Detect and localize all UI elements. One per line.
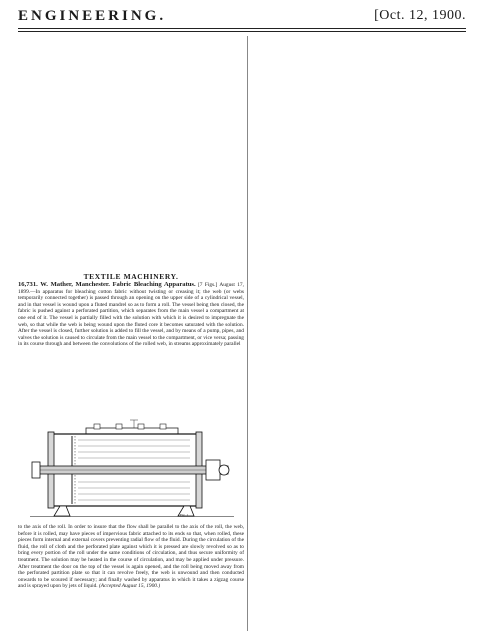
column-divider	[247, 36, 248, 631]
figure-label: Fig. 1	[180, 513, 189, 517]
journal-title: ENGINEERING.	[18, 8, 167, 24]
article-paragraph-2	[18, 524, 244, 590]
section-title: TEXTILE MACHINERY.	[83, 272, 179, 281]
issue-date: [Oct. 12, 1900.	[374, 8, 466, 23]
vessel-drawing	[30, 418, 234, 518]
article-body-1: August 17, 1899.—In apparatus for bleaching cotton fabric without twisting or creasing it; the web (or webs temporarily connected together) is passed through an opening on the upper side of a cylindrical vessel, and in that vessel is wound upon a fluted mandrel so as to form a roll. The vessel being then closed, the fabric is pushed against a perforated partition, which separates from the main vessel a compartment at one end of it. The vessel is partially filled with the solution with which it is desired to impregnate the web, so that while the web is being wound upon the fluted core it becomes saturated with the solution. After the vessel is closed, further solution is added to fill the vessel, and by means of a pump, pipes, and valves the solution is caused to circulate from the main vessel to the compartment, or vice versa; passing in its course through and between the convolutions of the rolled web, in streams approximately parallel	[18, 282, 244, 348]
accepted-date: (Accepted August 15, 1900.)	[99, 583, 161, 590]
bleaching-vessel-figure	[30, 418, 234, 518]
article-lead: 16,731. W. Mather, Manchester. Fabric Bleaching Apparatus.	[18, 281, 196, 288]
header-rule-double	[18, 31, 466, 32]
article-figure-ref: [7 Figs.]	[198, 282, 218, 288]
header-rule	[18, 28, 466, 29]
page-header	[18, 8, 466, 30]
article-body-2: to the axis of the roll. In order to insure that the flow shall be parallel to the axis of the roll, the web, before it is rolled, may have pieces of impervious fabric attached to its ends so that, when rolled, these pieces form internal and external covers preventing radial flow of the fluid. During the circulation of the fluid, the roll of cloth and the perforated plate against which it is pressed are slowly revolved so as to bring every portion of the roll under the same conditions of circulation, and thus secure uniformity of treatment. The solution may be heated in the course of circulation, and may be applied under pressure. After treatment the door on the top of the vessel is again opened, and the roll being moved away from the perforated partition plate so that it can revolve freely, the web is unwound and then conducted onwards to be scoured if necessary; and finally washed by apparatus in which it takes a zigzag course and is sprayed upon by jets of liquid.	[18, 524, 244, 590]
article-paragraph-1	[18, 282, 244, 348]
